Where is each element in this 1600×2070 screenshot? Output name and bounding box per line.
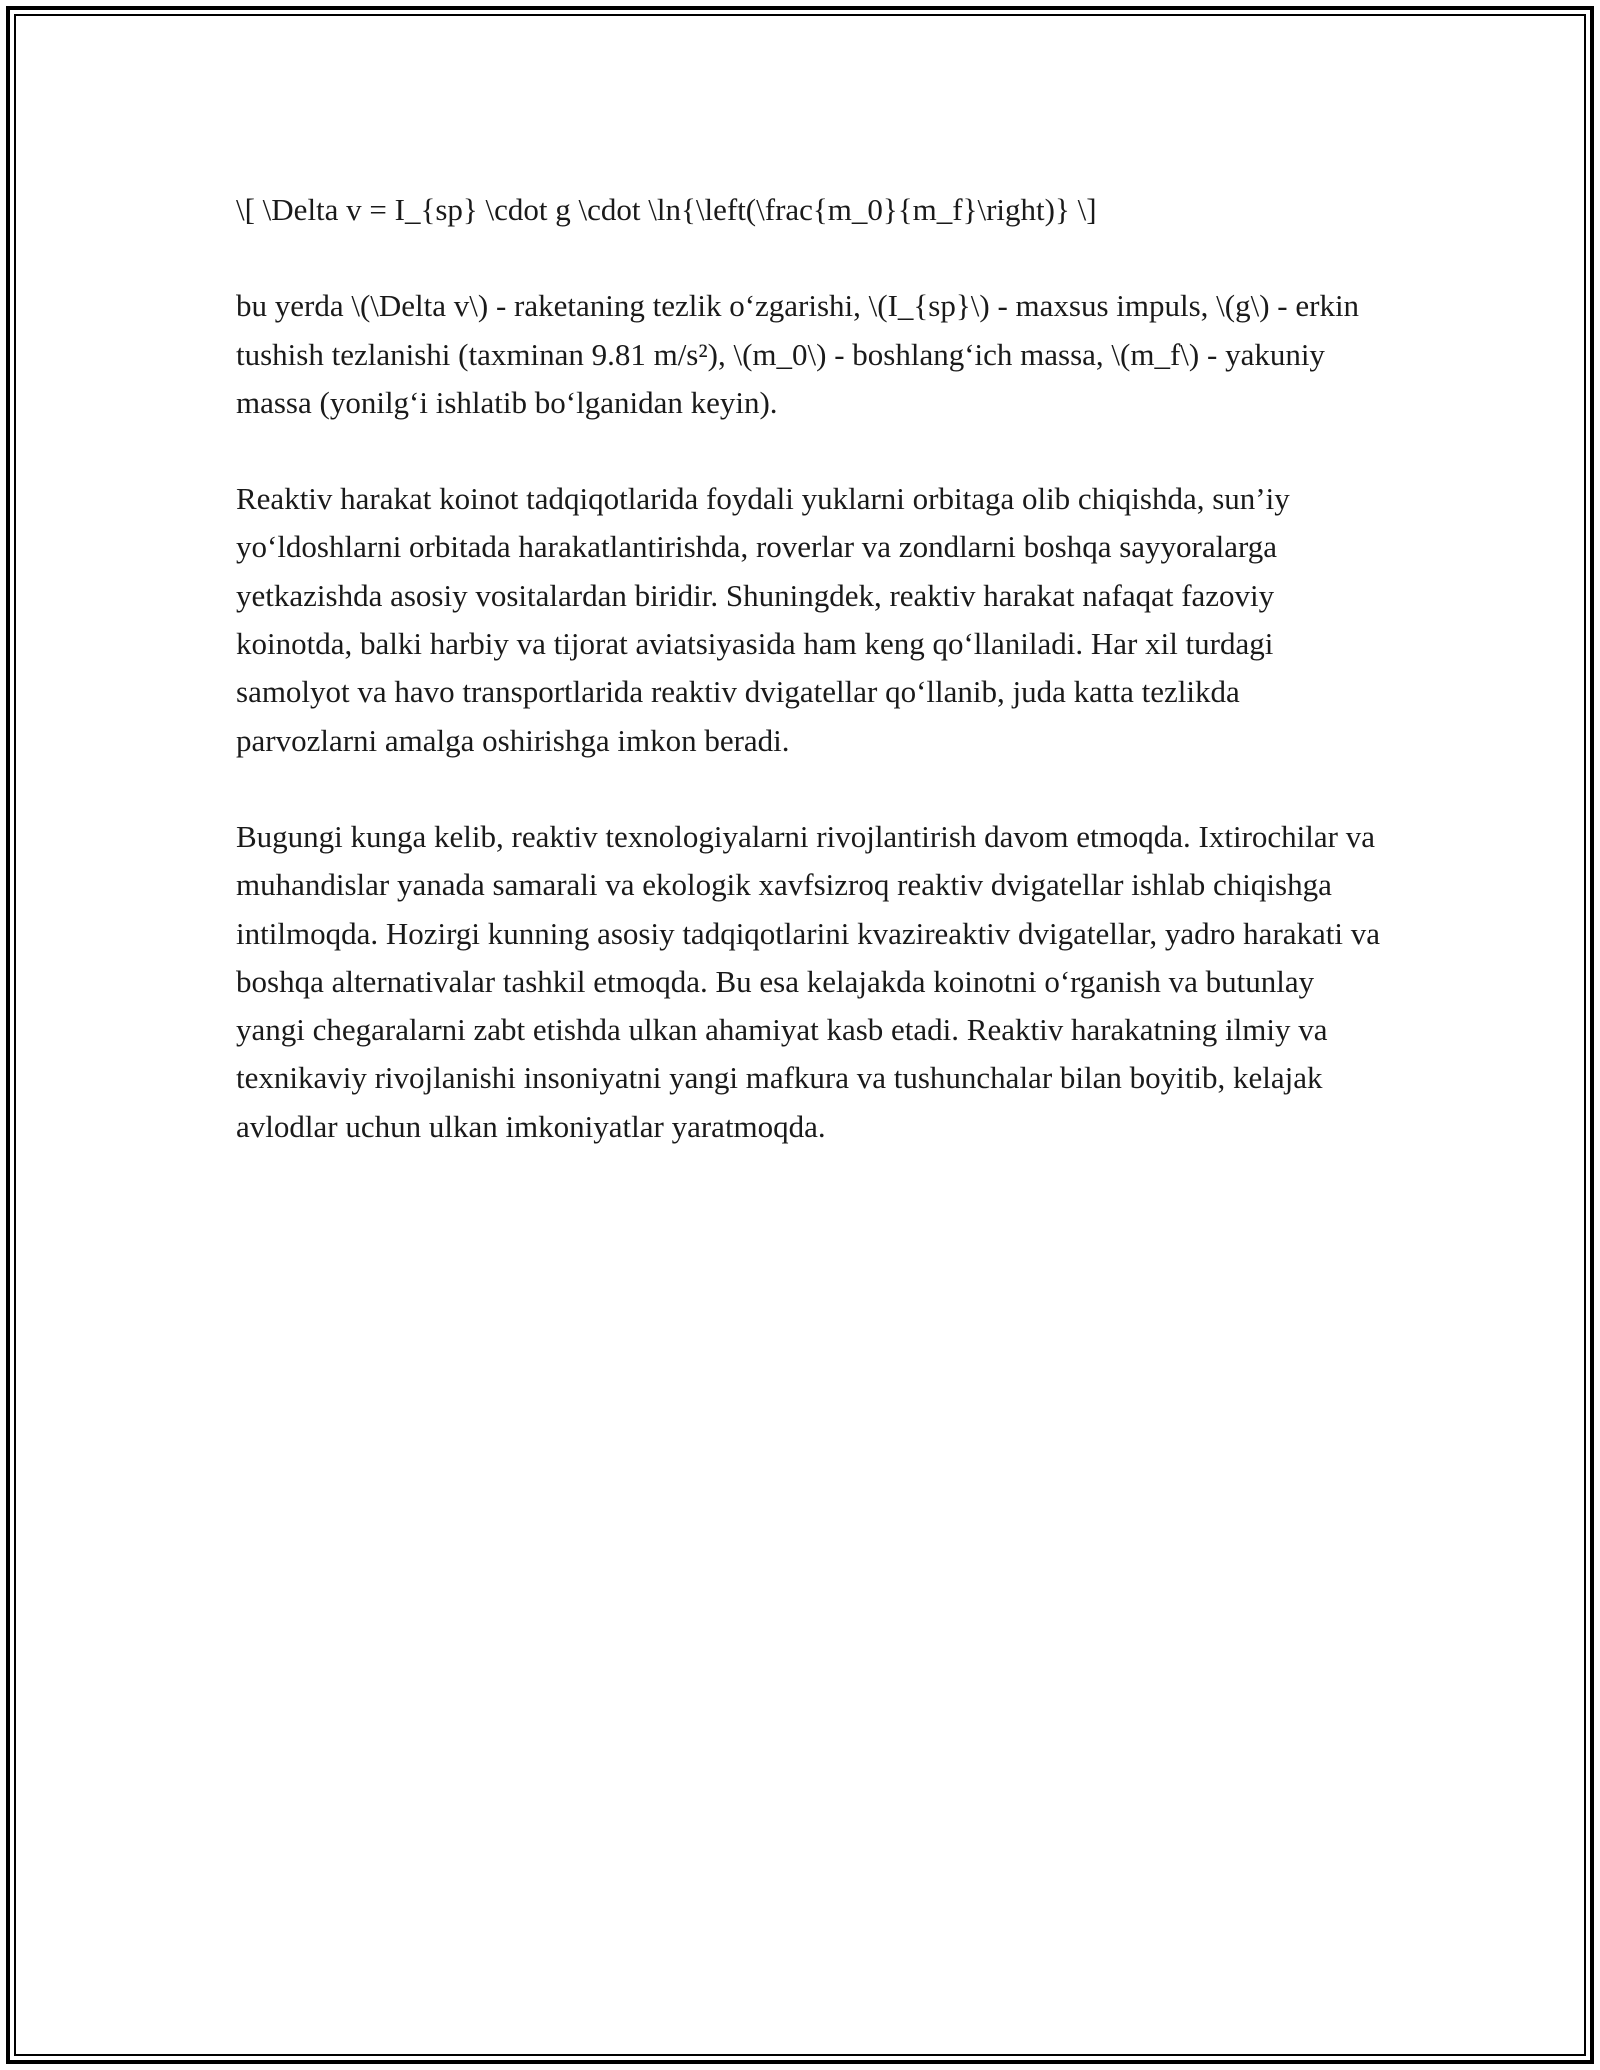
paragraph-future: Bugungi kunga kelib, reaktiv texnologiyalarni rivojlantirish davom etmoqda. Ixtirochilar va muhandislar yanada samarali va ekologik xavfsizroq reaktiv dvigatellar ishlab chiqishga intilmoqda. Hozirgi kunning asosiy tadqiqotlarini kvazireaktiv dvigatellar, yadro harakati va boshqa alternativalar tashkil etmoqda. Bu esa kelajakda koinotni oʻrganish va butunlay yangi chegaralarni zabt etishda ulkan ahamiyat kasb etadi. Reaktiv harakatning ilmiy va texnikaviy rivojlanishi insoniyatni yangi mafkura va tushunchalar bilan boyitib, kelajak avlodlar uchun ulkan imkoniyatlar yaratmoqda. (236, 818, 1381, 1144)
paragraph-definitions: bu yerda \(\Delta v\) - raketaning tezlik oʻzgarishi, \(I_{sp}\) - maxsus impuls, \(g\) - erkin tushish tezlanishi (taxminan 9.81 m/s²), \(m_0\) - boshlangʻich massa, \(m_f\) - yakuniy massa (yonilgʻi ishlatib boʻlganidan keyin). (236, 288, 1360, 420)
paragraph-applications: Reaktiv harakat koinot tadqiqotlarida foydali yuklarni orbitaga olib chiqishda, sun’iy yoʻldoshlarni orbitada harakatlantirishda, roverlar va zondlarni boshqa sayyoralarga yetkazishda asosiy vositalardan biridir. Shuningdek, reaktiv harakat nafaqat fazoviy koinotda, balki harbiy va tijorat aviatsiyasida ham keng qoʻllaniladi. Har xil turdagi samolyot va havo transportlarida reaktiv dvigatellar qoʻllanib, juda katta tezlikda parvozlarni amalga oshirishga imkon beradi. (236, 481, 1290, 758)
document-body (236, 186, 1386, 1199)
formula-text: \[ \Delta v = I_{sp} \cdot g \cdot \ln{\left(\frac{m_0}{m_f}\right)} \] (236, 192, 1097, 227)
